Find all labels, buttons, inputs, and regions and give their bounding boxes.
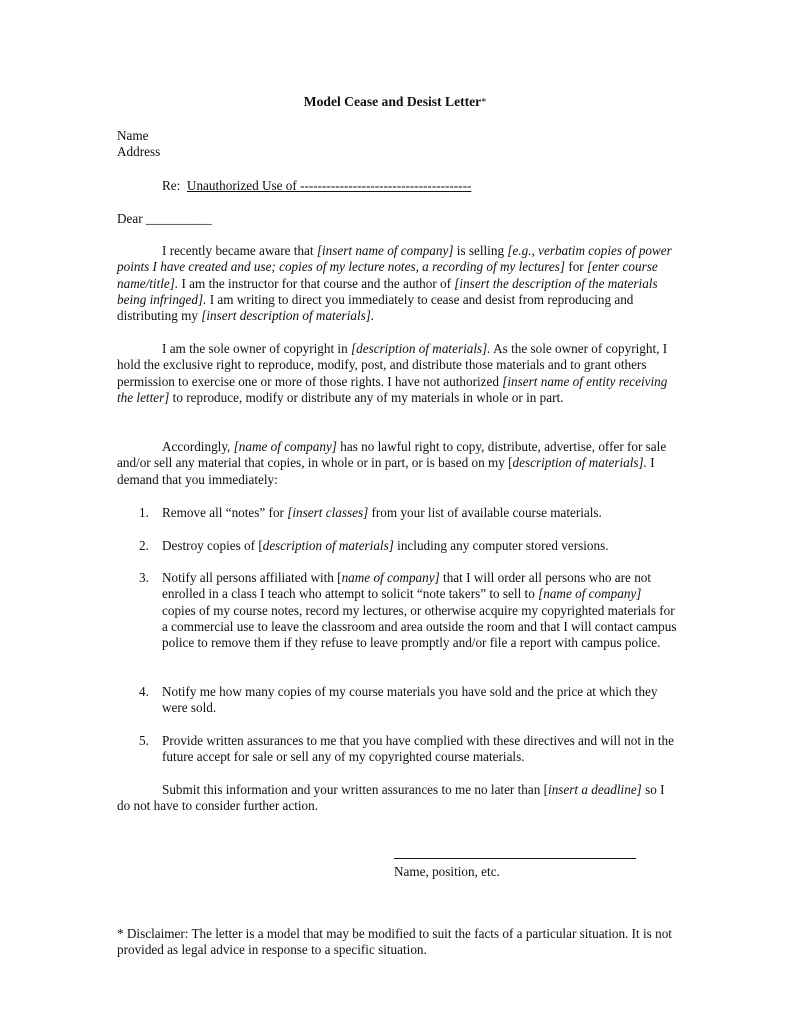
subject-line (162, 178, 471, 194)
subject-text: Unauthorized Use of --------------------------------------- (186, 178, 472, 193)
paragraph-1: I recently became aware that [insert name of company] is selling [e.g., verbatim copies of power points I have created and use; copies of my lecture notes, a recording of my lectures] for [enter course name/title]. I am the instructor for that course and the author of [insert the description of the materials being infringed]. I am writing to direct you immediately to cease and desist from reproducing and distributing my [insert description of materials]. (117, 243, 672, 324)
paragraph-3: Accordingly, [name of company] has no lawful right to copy, distribute, advertise, offer for sale and/or sell any material that copies, in whole or in part, or is based on my [description of materials]. I demand that you immediately: (117, 439, 667, 487)
page-title: Model Cease and Desist Letter* (303, 94, 487, 109)
paragraph-2: I am the sole owner of copyright in [description of materials]. As the sole owner of copyright, I hold the exclusive right to reproduce, modify, post, and distribute those materials and to grant others permission to exercise one or more of those rights. I have not authorized [insert name of entity receiving the letter] to reproduce, modify or distribute any of my materials in whole or in part. (117, 341, 668, 405)
sender-block (117, 128, 160, 161)
signature-line (394, 858, 636, 859)
sender-name: Name (117, 128, 149, 143)
subject-prefix: Re: (162, 178, 181, 193)
sender-address: Address (117, 144, 161, 160)
salutation: Dear __________ (117, 211, 212, 226)
letter-page: Model Cease and Desist Letter* Name Address Re: Unauthorized Use of --------------------------------------- Dear __________ I recently became aware that [insert name of company] is selling [e.g., verbatim copies of power points I have created and use; copies of my lecture notes, a recording of my lectures] for [enter course name/title]. I am the instructor for that course and the author of [insert the description of the materials being infringed]. I am writing to direct you immediately to cease and desist from reproducing and distributing my [insert description of materials]. I am the sole owner of copyright in [description of materials]. As the sole owner of copyright, I hold the exclusive right to reproduce, modify, post, and distribute those materials and to grant others permission to exercise one or more of those rights. I have not authorized [insert name of entity receiving the letter] to reproduce, modify or distribute any of my materials in whole or in part. Accordingly, [name of company] has no lawful right to copy, distribute, advertise, offer for sale and/or sell any material that copies, in whole or in part, or is based on my [description of materials]. I demand that you immediately: 1. Remove all “notes” for [insert classes] from your list of available course materials. 2. Destroy copies of [description of materials] including any computer stored versions. 3. Notify all persons affiliated with [name of company] that I will order all persons who are not enrolled in a class I teach who attempt to solicit “note takers” to sell to [name of company] copies of my course notes, record my lectures, or otherwise acquire my copyrighted materials for a commercial use to leave the classroom and area outside the room and that I will contact campus police to remove them if they refuse to leave promptly and/or file a report with campus police. 4. Notify me how many copies of my course materials you have sold and the price at which they were sold. 5. Provide written assurances to me that you have complied with these directives and will not in the future accept for sale or sell any of my copyrighted course materials. Submit this information and your written assurances to me no later than [insert a deadline] so I do not have to consider further action. Name, position, etc. * Disclaimer: The letter is a model that may be modified to suit the facts of a particular situation. It is not provided as legal advice in response to a specific situation. (0, 0, 790, 1022)
signature-label: Name, position, etc. (394, 864, 500, 879)
title-footnote-mark: * (481, 97, 487, 108)
disclaimer: * Disclaimer: The letter is a model that may be modified to suit the facts of a particular situation. It is not provided as legal advice in response to a specific situation. (117, 926, 672, 958)
paragraph-4: Submit this information and your written assurances to me no later than [insert a deadline] so I do not have to consider further action. (117, 782, 665, 814)
